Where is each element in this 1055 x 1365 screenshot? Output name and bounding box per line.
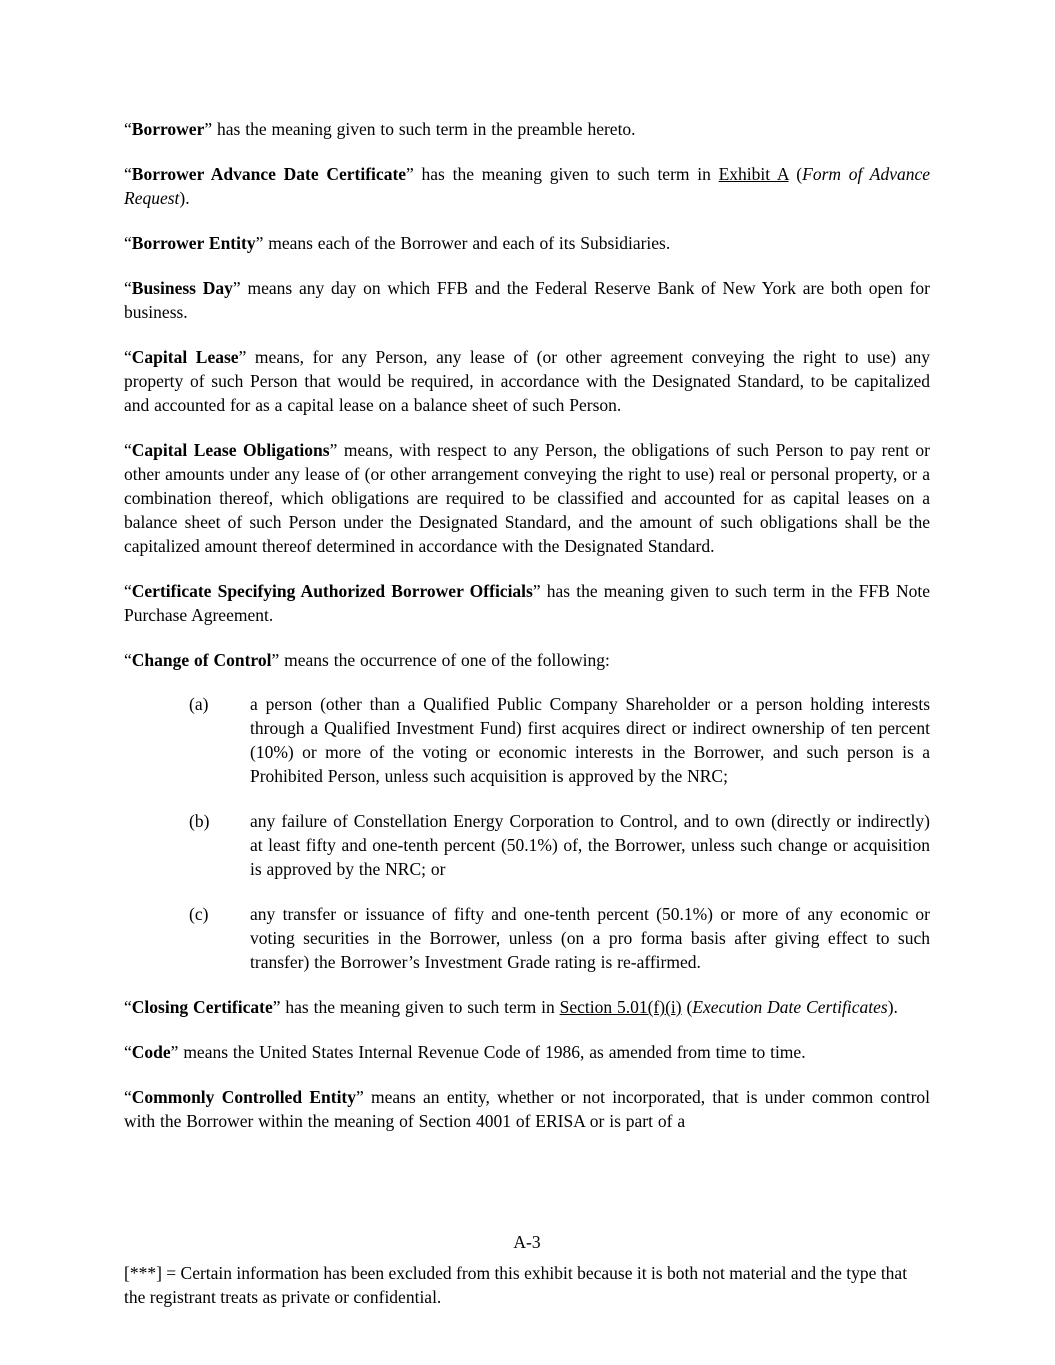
definition-paragraph bbox=[124, 649, 930, 673]
definition-list-item bbox=[189, 693, 930, 789]
defined-term: Code bbox=[131, 1042, 171, 1063]
list-item-label: (b) bbox=[189, 811, 210, 832]
defined-term: Borrower bbox=[131, 119, 205, 139]
defined-term: Borrower Entity bbox=[131, 232, 256, 253]
text-segment: “ bbox=[124, 1087, 132, 1108]
text-segment: “ bbox=[124, 346, 132, 367]
text-segment: “ bbox=[124, 277, 132, 298]
text-segment: “ bbox=[124, 232, 132, 253]
definition-list-item bbox=[189, 903, 930, 975]
cross-reference: Exhibit A bbox=[718, 163, 789, 184]
text-segment: “ bbox=[124, 119, 132, 139]
list-item-label: (c) bbox=[189, 904, 209, 925]
text-segment: ” has the meaning given to such term in bbox=[406, 163, 719, 184]
italic-reference: Form of Advance Request bbox=[124, 163, 931, 208]
text-segment: ” means the United States Internal Revenue Code of 1986, as amended from time to time. bbox=[170, 1042, 806, 1063]
defined-term: Capital Lease Obligations bbox=[131, 439, 330, 460]
definition-paragraph bbox=[124, 277, 930, 325]
cross-reference: Section 5.01(f)(i) bbox=[559, 997, 682, 1018]
defined-term: Certificate Specifying Authorized Borrower Officials bbox=[131, 580, 533, 601]
defined-term: Business Day bbox=[131, 277, 233, 298]
defined-term: Commonly Controlled Entity bbox=[131, 1087, 357, 1108]
text-segment: “ bbox=[124, 580, 132, 601]
text-segment: ( bbox=[788, 163, 803, 184]
text-segment: ). bbox=[887, 997, 898, 1018]
definition-paragraph bbox=[124, 1086, 930, 1134]
text-segment: ” means, with respect to any Person, the obligations of such Person to pay rent or other amounts under any lease of (or other arrangement conveying the right to use) real or personal property, or a combination thereof, which obligations are required to be classified and accounted for as capital leases on a balance sheet of such Person under the Designated Standard, and the amount of such obligations shall be the capitalized amount thereof determined in accordance with the Designated Standard. bbox=[124, 439, 930, 556]
definition-paragraph bbox=[124, 346, 930, 418]
text-segment: ” means any day on which FFB and the Federal Reserve Bank of New York are both open for business. bbox=[124, 277, 930, 322]
list-item-label: (a) bbox=[189, 694, 209, 715]
defined-term: Borrower Advance Date Certificate bbox=[131, 163, 407, 184]
text-segment: ” has the meaning given to such term in the preamble hereto. bbox=[204, 119, 636, 139]
text-segment: ). bbox=[179, 187, 190, 208]
definition-paragraph bbox=[124, 1041, 930, 1065]
text-segment: any transfer or issuance of fifty and one-tenth percent (50.1%) or more of any economic or voting securities in the Borrower, unless (on a pro forma basis after giving effect to such transfer) the Borrower’s Investment Grade rating is re-affirmed. bbox=[250, 904, 930, 973]
page-number: A-3 bbox=[513, 1231, 541, 1252]
definition-paragraph bbox=[124, 439, 930, 559]
text-segment: “ bbox=[124, 997, 132, 1018]
text-segment: “ bbox=[124, 1042, 132, 1063]
text-segment: ” means the occurrence of one of the following: bbox=[271, 649, 610, 670]
definition-list-item bbox=[189, 810, 930, 882]
text-segment: ” has the meaning given to such term in bbox=[272, 997, 560, 1018]
definition-paragraph bbox=[124, 580, 930, 628]
text-segment: ” has the meaning given to such term in the FFB Note Purchase Agreement. bbox=[124, 580, 930, 625]
definition-paragraph bbox=[124, 232, 930, 256]
definition-paragraph bbox=[124, 996, 930, 1020]
defined-term: Closing Certificate bbox=[131, 997, 273, 1018]
text-segment: “ bbox=[124, 163, 132, 184]
definition-paragraph bbox=[124, 118, 930, 142]
defined-term: Change of Control bbox=[131, 649, 272, 670]
text-segment: ( bbox=[681, 997, 693, 1018]
text-segment: “ bbox=[124, 439, 132, 460]
italic-reference: Execution Date Certificates bbox=[692, 997, 888, 1018]
definition-paragraph bbox=[124, 163, 930, 211]
confidentiality-note: [***] = Certain information has been excluded from this exhibit because it is both not material and the type that the registrant treats as private or confidential. bbox=[124, 1262, 908, 1307]
text-segment: ” means each of the Borrower and each of its Subsidiaries. bbox=[255, 232, 671, 253]
text-segment: ” means an entity, whether or not incorporated, that is under common control with the Borrower within the meaning of Section 4001 of ERISA or is part of a bbox=[124, 1087, 931, 1132]
text-segment: any failure of Constellation Energy Corporation to Control, and to own (directly or indirectly) at least fifty and one-tenth percent (50.1%) of, the Borrower, unless such change or acquisition is approved by the NRC; or bbox=[250, 811, 930, 880]
page-footer bbox=[124, 1231, 930, 1309]
text-segment: ” means, for any Person, any lease of (or other agreement conveying the right to use) any property of such Person that would be required, in accordance with the Designated Standard, to be capitalized and accounted for as a capital lease on a balance sheet of such Person. bbox=[124, 346, 930, 415]
text-segment: a person (other than a Qualified Public Company Shareholder or a person holding interests through a Qualified Investment Fund) first acquires direct or indirect ownership of ten percent (10%) or more of the voting or economic interests in the Borrower, and such person is a Prohibited Person, unless such acquisition is approved by the NRC; bbox=[250, 694, 930, 787]
document-paragraphs bbox=[124, 118, 930, 1134]
defined-term: Capital Lease bbox=[131, 346, 239, 367]
text-segment: “ bbox=[124, 649, 132, 670]
